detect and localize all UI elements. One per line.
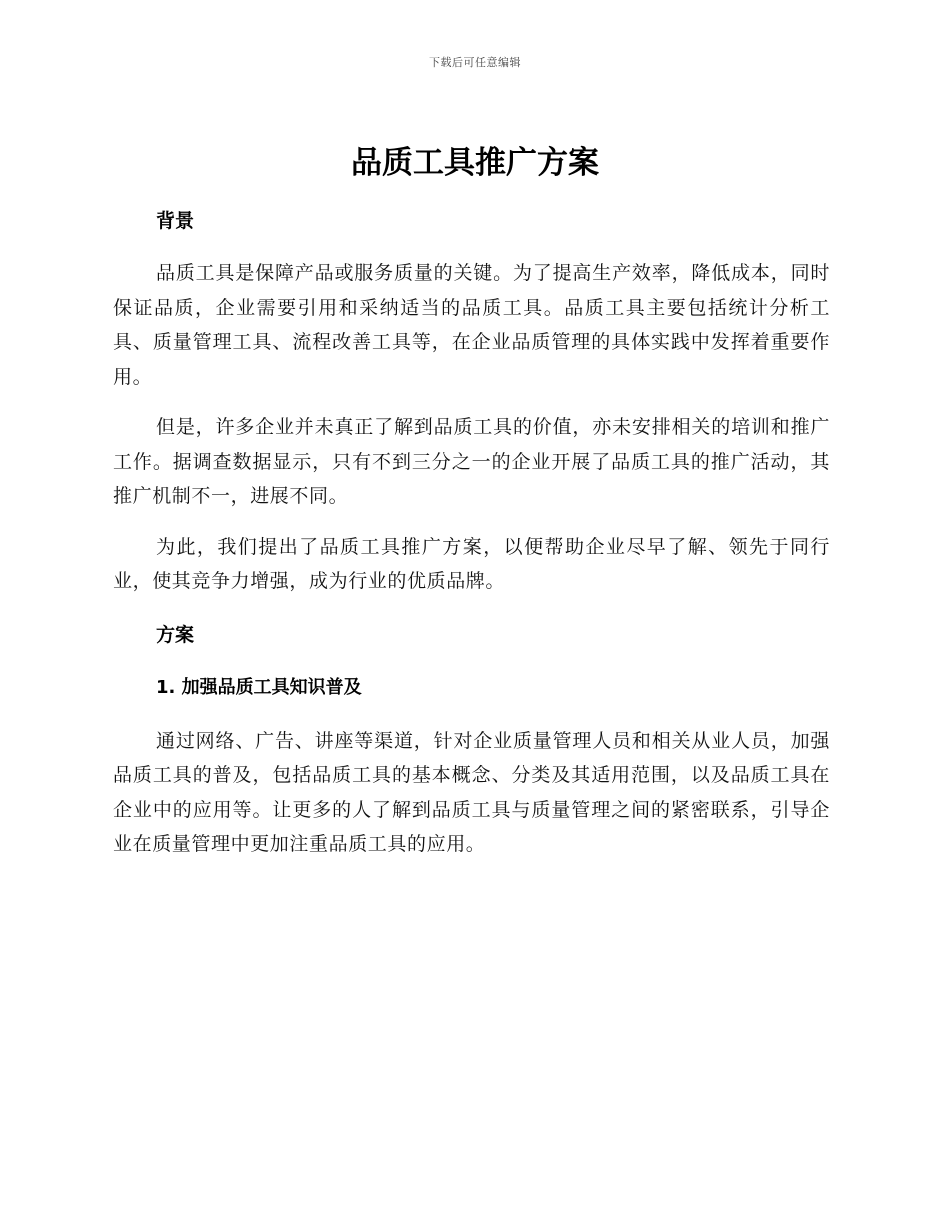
header-note: 下载后可任意编辑 xyxy=(429,56,521,69)
document-body xyxy=(113,204,830,862)
background-paragraph-3: 为此，我们提出了品质工具推广方案，以便帮助企业尽早了解、领先于同行业，使其竞争力增强，成为行业的优质品牌。 xyxy=(113,535,830,592)
background-paragraph-1: 品质工具是保障产品或服务质量的关键。为了提高生产效率，降低成本，同时保证品质，企业需要引用和采纳适当的品质工具。品质工具主要包括统计分析工具、质量管理工具、流程改善工具等，在企业品质管理的具体实践中发挥着重要作用。 xyxy=(113,262,830,388)
section-heading-background: 背景 xyxy=(156,210,195,232)
spacer xyxy=(113,394,830,410)
plan-item-heading-1: 1. 加强品质工具知识普及 xyxy=(156,676,362,698)
section-heading-plan: 方案 xyxy=(156,623,195,646)
plan-item-paragraph-1: 通过网络、广告、讲座等渠道，针对企业质量管理人员和相关从业人员，加强品质工具的普及，包括品质工具的基本概念、分类及其适用范围，以及品质工具在企业中的应用等。让更多的人了解到品质工具与质量管理之间的紧密联系，引导企业在质量管理中更加注重品质工具的应用。 xyxy=(113,729,830,855)
spacer xyxy=(113,705,830,724)
document-title: 品质工具推广方案 xyxy=(351,145,599,181)
spacer xyxy=(113,238,830,256)
spacer xyxy=(113,599,830,618)
background-paragraph-2: 但是，许多企业并未真正了解到品质工具的价值，亦未安排相关的培训和推广工作。据调查数据显示，只有不到三分之一的企业开展了品质工具的推广活动，其推广机制不一，进展不同。 xyxy=(113,416,830,507)
spacer xyxy=(113,652,830,671)
spacer xyxy=(113,514,830,530)
